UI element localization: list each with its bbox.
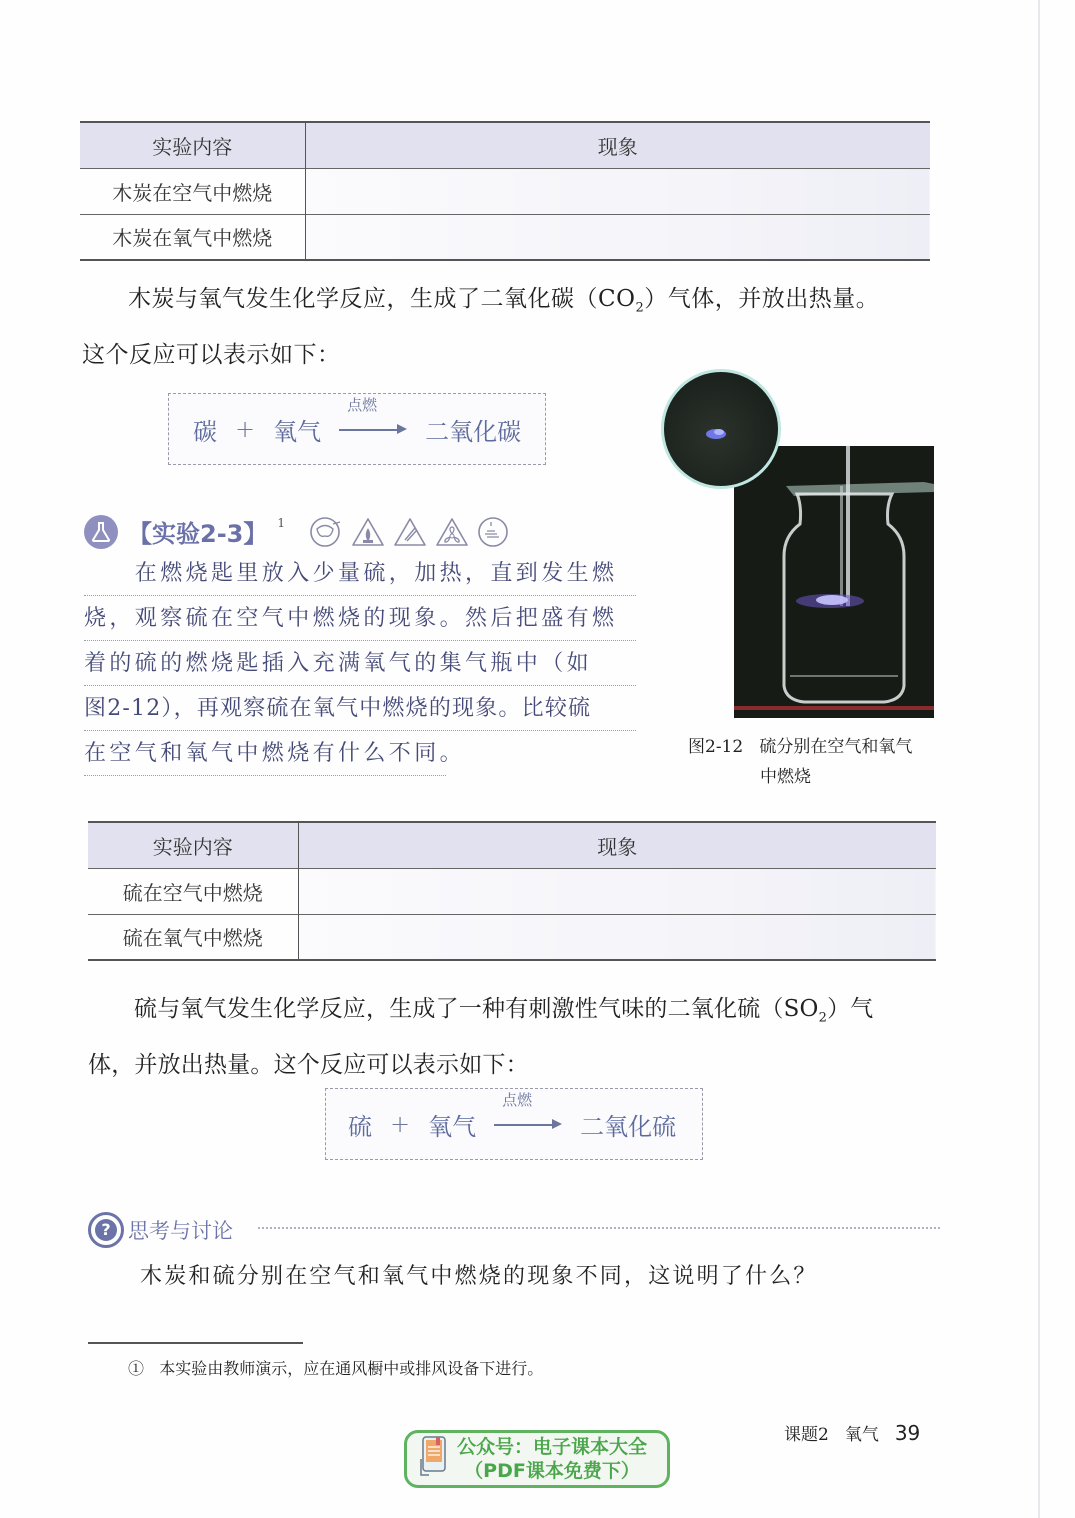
caption-line: 中燃烧 [760,767,811,787]
table-row [80,214,930,260]
row-label: 木炭在空气中燃烧 [80,168,305,214]
discussion-title: 思考与讨论 [128,1219,233,1243]
word-equation [193,396,522,447]
flame-warning-icon [351,516,385,548]
reaction-arrow-icon [494,1091,562,1139]
ebook-icon [419,1435,449,1483]
instruction-line: 图2-12），再观察硫在氧气中燃烧的现象。比较硫 [84,686,636,731]
observation-table-sulfur [88,821,936,961]
row-phenomenon-cell[interactable] [305,168,930,214]
product: 二氧化碳 [425,417,522,446]
product: 二氧化硫 [580,1112,677,1141]
hot-surface-warning-icon [393,516,427,548]
paragraph-line: 这个反应可以表示如下： [82,341,341,368]
row-phenomenon-cell[interactable] [298,914,936,960]
paragraph-line: 体，并放出热量。这个反应可以表示如下： [88,1051,529,1078]
row-label: 木炭在氧气中燃烧 [80,214,305,260]
safety-icons [309,516,511,548]
header-experiment: 实验内容 [88,822,298,868]
reaction-condition: 点燃 [347,396,378,414]
instruction-line: 着的硫的燃烧匙插入充满氧气的集气瓶中（如 [84,641,636,686]
instruction-line: 烧，观察硫在空气中燃烧的现象。然后把盛有燃 [84,596,636,641]
row-label: 硫在氧气中燃烧 [88,914,298,960]
observation-table-charcoal [80,121,930,261]
page-footer [784,1420,920,1445]
reaction-arrow-icon [339,396,407,444]
header-experiment: 实验内容 [80,122,305,168]
figure-caption [688,732,912,792]
footnote-text: 本实验由教师演示，应在通风橱中或排风设备下进行。 [159,1359,544,1378]
discussion-header [88,1212,233,1248]
table-row [88,914,936,960]
text: 硫与氧气发生化学反应，生成了一种有刺激性气味的二氧化硫（SO [134,996,819,1022]
figure-photo-jar [734,446,934,718]
paragraph-carbon-reaction [82,276,879,378]
text: ）气 [827,996,874,1022]
page-number: 39 [894,1421,921,1445]
table-header-row [88,822,936,868]
watermark-line: 公众号：电子课本大全 [457,1436,648,1458]
watermark-badge[interactable] [404,1430,670,1488]
experiment-instructions [84,551,636,776]
subscript: 2 [818,1010,828,1026]
row-phenomenon-cell[interactable] [298,868,936,914]
reactant-2: 氧气 [428,1112,477,1141]
reactant-1: 硫 [348,1112,372,1141]
footnote [128,1356,543,1379]
plus-sign: + [235,415,256,443]
section-label: 课题2 [784,1425,829,1445]
row-label: 硫在空气中燃烧 [88,868,298,914]
word-equation [348,1091,677,1142]
text: ）气体，并放出热量。 [644,286,880,312]
table-row [80,168,930,214]
header-phenomenon: 现象 [298,822,936,868]
instruction-line: 在燃烧匙里放入少量硫，加热，直到发生燃 [84,551,636,596]
table-header-row [80,122,930,168]
equation-box-carbon [168,393,546,465]
instruction-line: 在空气和氧气中燃烧有什么不同。 [84,731,446,776]
flask-icon [84,515,118,549]
hand-wash-icon [477,516,511,548]
ventilation-fan-icon [435,516,469,548]
header-phenomenon: 现象 [305,122,930,168]
caption-line [688,732,912,762]
text: 木炭与氧气发生化学反应，生成了二氧化碳（CO [128,286,636,312]
equation-box-sulfur [325,1088,703,1160]
watermark-line: （PDF课本免费下） [464,1460,640,1482]
footnote-ref[interactable]: 1 [277,516,285,530]
reaction-condition: 点燃 [502,1091,533,1109]
reactant-1: 碳 [193,417,217,446]
experiment-title: 【实验2-3】 [128,520,268,548]
topic-label: 氧气 [844,1425,879,1445]
dotted-divider [258,1227,940,1229]
figure-inset-air-burning [661,369,781,489]
paragraph-sulfur-reaction [88,986,874,1088]
experiment-header [84,514,511,549]
goggles-icon [309,516,343,548]
question-mark-icon: ? [88,1212,124,1248]
watermark-text [457,1435,647,1483]
reactant-2: 氧气 [273,417,322,446]
table-row [88,868,936,914]
footnote-divider [88,1342,303,1344]
paragraph-line [88,986,874,1042]
row-phenomenon-cell[interactable] [305,214,930,260]
page-edge [1038,0,1040,1518]
plus-sign: + [390,1110,411,1138]
figure-label: 图2-12 [688,737,744,757]
footnote-marker: ① [128,1359,145,1378]
paragraph-line [82,276,879,332]
subscript: 2 [635,300,645,316]
caption-text: 硫分别在空气和氧气 [759,737,913,757]
discussion-question: 木炭和硫分别在空气和氧气中燃烧的现象不同，这说明了什么？ [140,1264,818,1289]
